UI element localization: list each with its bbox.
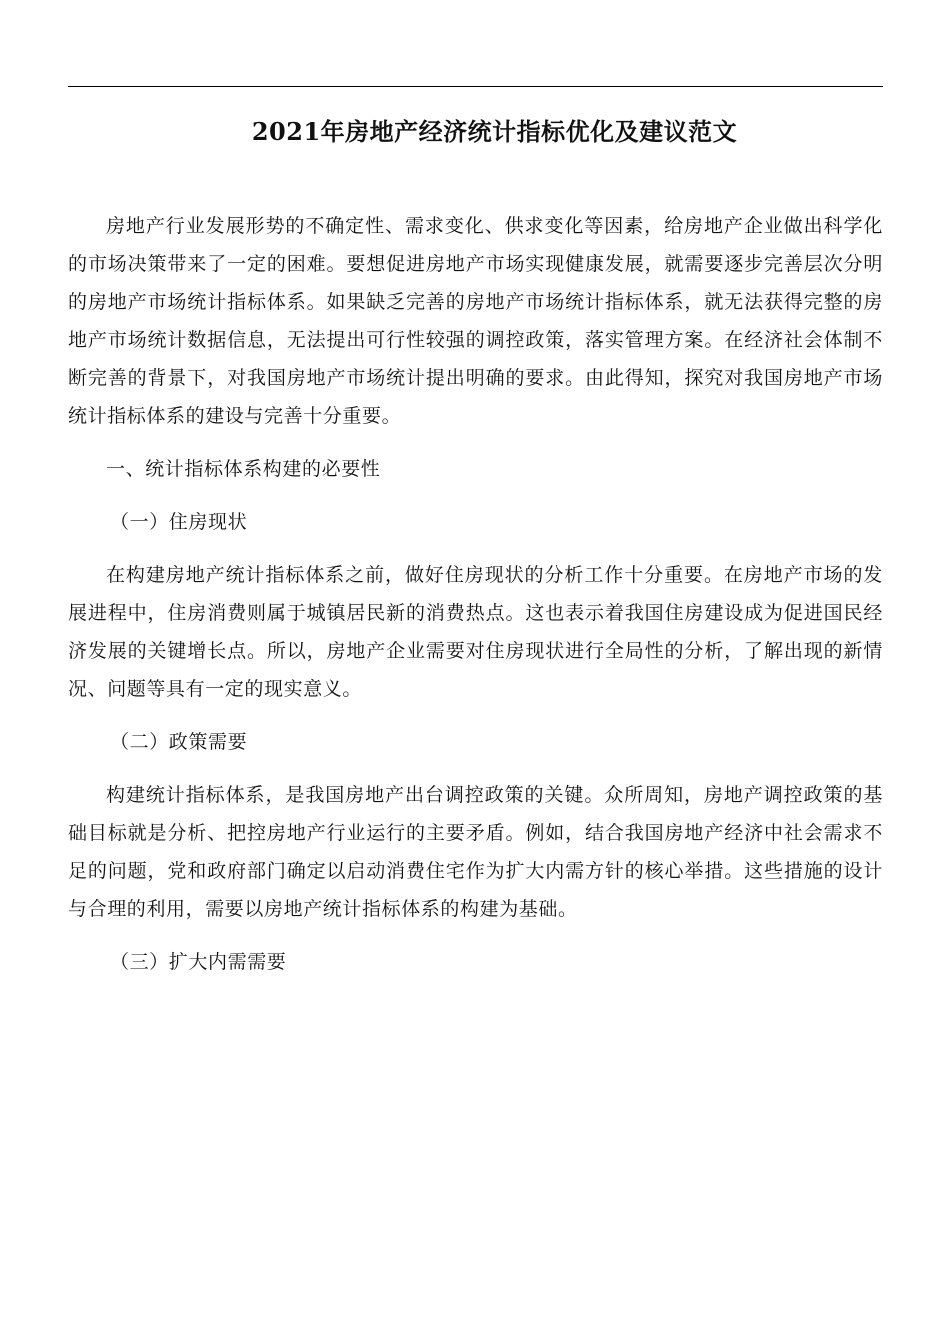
- subsection-heading-policy: （二）政策需要: [110, 731, 248, 753]
- subsection-heading-demand: （三）扩大内需需要: [110, 951, 287, 973]
- housing-paragraph: 在构建房地产统计指标体系之前，做好住房现状的分析工作十分重要。在房地产市场的发展进程中，住房消费则属于城镇居民新的消费热点。这也表示着我国住房建设成为促进国民经济发展的关键增长点。所以，房地产企业需要对住房现状进行全局性的分析，了解出现的新情况、问题等具有一定的现实意义。: [68, 564, 883, 700]
- document-title: 2021年房地产经济统计指标优化及建议范文: [251, 117, 738, 147]
- intro-paragraph: 房地产行业发展形势的不确定性、需求变化、供求变化等因素，给房地产企业做出科学化的市场决策带来了一定的困难。要想促进房地产市场实现健康发展，就需要逐步完善层次分明的房地产市场统计指标体系。如果缺乏完善的房地产市场统计指标体系，就无法获得完整的房地产市场统计数据信息，无法提出可行性较强的调控政策，落实管理方案。在经济社会体制不断完善的背景下，对我国房地产市场统计提出明确的要求。由此得知，探究对我国房地产市场统计指标体系的建设与完善十分重要。: [68, 215, 883, 427]
- section-heading-1: 一、统计指标体系构建的必要性: [106, 458, 381, 480]
- document-body: [68, 207, 883, 996]
- policy-paragraph: 构建统计指标体系，是我国房地产出台调控政策的关键。众所周知，房地产调控政策的基础目标就是分析、把控房地产行业运行的主要矛盾。例如，结合我国房地产经济中社会需求不足的问题，党和政府部门确定以启动消费住宅作为扩大内需方针的核心举措。这些措施的设计与合理的利用，需要以房地产统计指标体系的构建为基础。: [68, 784, 883, 920]
- header-rule: [68, 86, 883, 87]
- subsection-heading-housing: （一）住房现状: [110, 511, 248, 533]
